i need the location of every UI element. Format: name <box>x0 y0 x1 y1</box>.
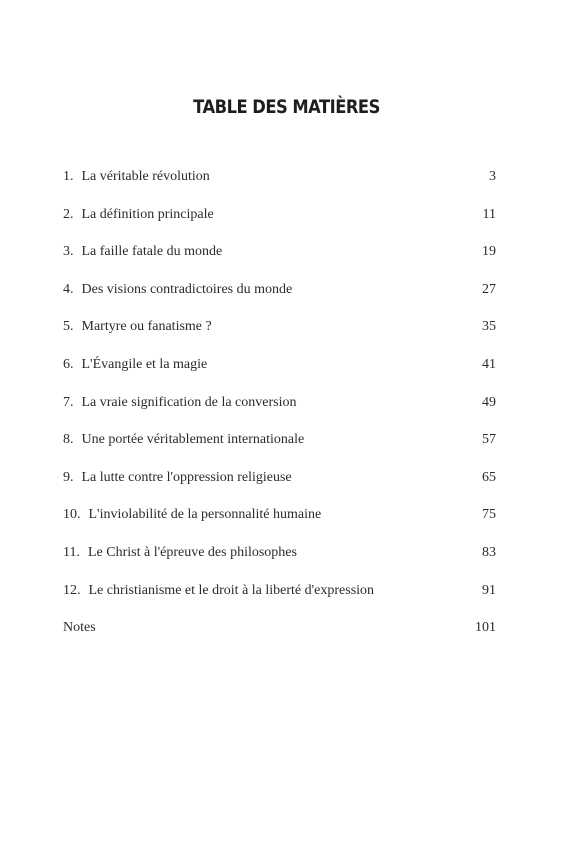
toc-entry <box>63 207 496 245</box>
toc-entry-number: 7. <box>63 394 74 410</box>
toc-entry-title: La vraie signification de la conversion <box>81 394 297 410</box>
toc-entry-title: Martyre ou fanatisme ? <box>81 319 212 335</box>
toc-entry <box>63 395 496 433</box>
toc-entry <box>63 357 496 395</box>
toc-entry-number: 12. <box>63 582 81 598</box>
toc-entry <box>63 282 496 320</box>
page-title: TABLE DES MATIÈRES <box>193 96 380 118</box>
toc-entry-title: Des visions contradictoires du monde <box>81 281 293 297</box>
toc-entry-page: 11 <box>482 206 496 222</box>
toc-entry-page: 57 <box>482 432 496 448</box>
toc-entry <box>63 470 496 508</box>
toc-entry-page: 35 <box>482 319 496 335</box>
toc-entry-page: 75 <box>482 507 496 523</box>
toc-entry-number: 8. <box>63 432 74 448</box>
toc-entry-page: 65 <box>482 469 496 485</box>
toc-entry-number: 1. <box>63 169 74 184</box>
toc-entry <box>63 319 496 357</box>
table-of-contents <box>63 169 496 658</box>
toc-entry-number: 2. <box>63 206 74 222</box>
toc-entry-page: 19 <box>482 244 496 260</box>
toc-entry-title: Une portée véritablement internationale <box>81 432 305 448</box>
toc-entry <box>63 169 496 207</box>
toc-entry-number: 6. <box>63 356 74 372</box>
toc-entry-title: La définition principale <box>81 206 214 222</box>
toc-entry-page: 27 <box>482 281 496 297</box>
toc-entry-title: Le Christ à l'épreuve des philosophes <box>87 544 297 560</box>
toc-entry-title: Le christianisme et le droit à la liberté d'expression <box>88 582 375 598</box>
toc-entry-title: La véritable révolution <box>81 169 210 184</box>
toc-entry-notes <box>63 620 496 658</box>
toc-entry-page: 41 <box>482 356 496 372</box>
toc-entry-number: 5. <box>63 319 74 335</box>
toc-entry-title: L'Évangile et la magie <box>81 356 208 372</box>
toc-entry-number: 4. <box>63 281 74 297</box>
toc-entry-page: 49 <box>482 394 496 410</box>
toc-entry-title: La lutte contre l'oppression religieuse <box>81 469 292 485</box>
toc-entry <box>63 507 496 545</box>
toc-entry-title: L'inviolabilité de la personnalité humaine <box>88 507 322 523</box>
toc-entry <box>63 545 496 583</box>
toc-entry-number: 3. <box>63 244 74 260</box>
toc-entry <box>63 583 496 621</box>
toc-entry <box>63 432 496 470</box>
toc-entry-page: 83 <box>482 544 496 560</box>
toc-entry-page: 91 <box>482 582 496 598</box>
toc-entry-page: 3 <box>489 169 496 184</box>
toc-entry-number: 10. <box>63 507 81 523</box>
toc-entry-page: 101 <box>475 620 496 636</box>
toc-entry <box>63 244 496 282</box>
toc-entry-title: Notes <box>63 620 96 636</box>
toc-entry-number: 9. <box>63 469 74 485</box>
toc-entry-number: 11. <box>63 544 80 560</box>
toc-entry-title: La faille fatale du monde <box>81 244 223 260</box>
